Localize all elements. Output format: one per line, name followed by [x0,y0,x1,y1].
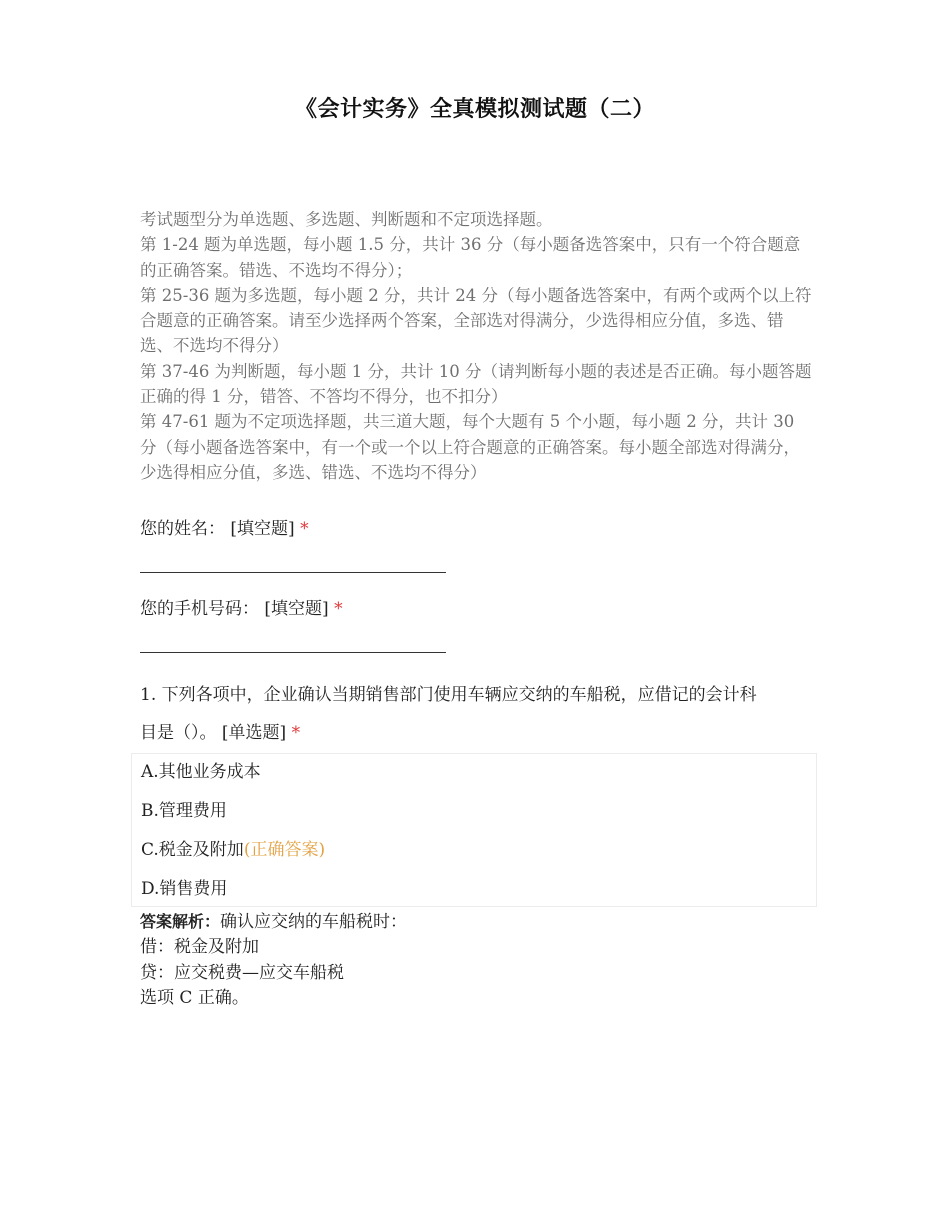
name-label: 您的姓名： [140,519,225,539]
analysis-label: 答案解析： [140,912,221,931]
instruction-line: 第 1-24 题为单选题，每小题 1.5 分，共计 36 分（每小题备选答案中，只有一个符合题意的正确答案。错选、不选均不得分）； [140,235,801,280]
question-text: 目是（）。 [140,723,217,743]
name-type: [填空题] [230,519,295,539]
option-b[interactable]: B.管理费用 [141,801,227,821]
answer-options [131,753,817,907]
required-mark: * [291,723,301,743]
instruction-line: 第 25-36 题为多选题，每小题 2 分，共计 24 分（每小题备选答案中，有两个或两个以上符合题意的正确答案。请至少选择两个答案，全部选对得满分，少选得相应分值，多选、错选、不选均不得分） [140,285,812,356]
question-type: [单选题] [221,723,287,743]
instruction-line: 第 37-46 为判断题，每小题 1 分，共计 10 分（请判断每小题的表述是否正确。每小题答题正确的得 1 分，错答、不答均不得分，也不扣分） [140,361,812,407]
analysis-line: 选项 C 正确。 [140,987,249,1008]
question-text: 1. 下列各项中，企业确认当期销售部门使用车辆应交纳的车船税，应借记的会计科 [140,685,757,705]
required-mark: * [334,599,343,619]
page-title: 《会计实务》全真模拟测试题（二） [294,97,655,122]
question-1 [140,676,812,752]
name-field [140,516,812,542]
exam-instructions [140,207,812,485]
option-c[interactable]: C.税金及附加(正确答案) [141,840,326,860]
option-a[interactable]: A.其他业务成本 [141,762,261,782]
option-d[interactable]: D.销售费用 [141,879,228,899]
analysis-intro: 确认应交纳的车船税时： [220,912,408,932]
phone-label: 您的手机号码： [140,599,259,619]
analysis-line: 借：税金及附加 [140,937,259,958]
instruction-line: 考试题型分为单选题、多选题、判断题和不定项选择题。 [140,210,553,229]
phone-field [140,596,812,622]
name-input[interactable] [140,572,446,573]
required-mark: * [300,519,309,539]
phone-type: [填空题] [264,599,329,619]
correct-answer-badge: (正确答案) [243,840,326,860]
phone-input[interactable] [140,652,446,653]
answer-analysis [140,909,812,1011]
analysis-line: 贷：应交税费—应交车船税 [140,962,344,983]
instruction-line: 第 47-61 题为不定项选择题，共三道大题，每个大题有 5 个小题，每小题 2 分，共计 30 分（每小题备选答案中，有一个或一个以上符合题意的正确答案。每小题全部选对得满分，少选得相应分值，多选、错选、不选均不得分） [140,412,800,482]
